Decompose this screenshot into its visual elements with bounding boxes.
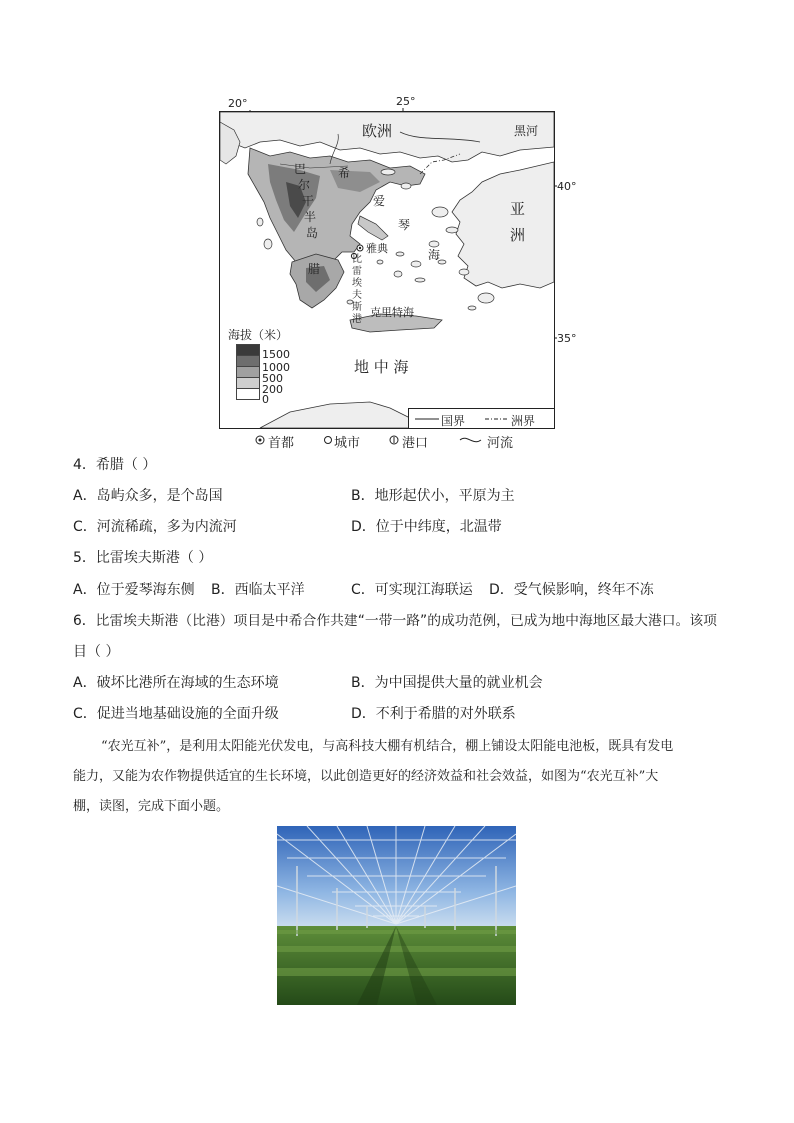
mediterranean-label: 地 中 海: [354, 358, 409, 376]
latitude-35-label: 35°: [557, 332, 577, 345]
question-4-option-c: C．河流稀疏，多为内流河: [73, 519, 237, 535]
greenhouse-photo: [277, 826, 516, 1005]
piraeus-char-6: 港: [352, 314, 362, 325]
national-boundary-label: 国界: [441, 414, 466, 428]
elevation-legend-title: 海拔（米）: [228, 328, 289, 342]
longitude-25-label: 25°: [396, 95, 416, 108]
asia-label-1: 亚: [510, 200, 526, 218]
piraeus-char-3: 埃: [352, 278, 362, 289]
question-6-option-b: B．为中国提供大量的就业机会: [351, 675, 543, 691]
question-6-option-a: A．破坏比港所在海域的生态环境: [73, 675, 279, 691]
aegean-label-2: 琴: [398, 218, 411, 232]
balkan-char-5: 岛: [306, 226, 319, 240]
question-5-option-a: A．位于爱琴海东侧: [73, 582, 195, 598]
europe-label: 欧洲: [362, 122, 393, 140]
piraeus-char-4: 夫: [352, 290, 362, 301]
greece-map: [219, 111, 555, 429]
aegean-label-3: 海: [428, 248, 441, 262]
piraeus-char-1: 比: [352, 254, 362, 265]
greece-label-2: 腊: [308, 262, 321, 276]
passage-line-2: 能力，又能为农作物提供适宜的生长环境，以此创造更好的经济效益和社会效益，如图为“农光互补”大: [73, 769, 659, 784]
asia-label-2: 洲: [510, 226, 526, 244]
passage-line-3: 棚，读图，完成下面小题。: [73, 799, 230, 814]
elevation-value: 0: [262, 393, 269, 406]
question-5-option-c: C．可实现江海联运: [351, 582, 473, 598]
river-legend-label: 河流: [487, 436, 514, 451]
question-5-option-d: D．受气候影响，终年不冻: [489, 582, 654, 598]
balkan-char-2: 尔: [298, 178, 311, 192]
port-legend-label: 港口: [402, 436, 429, 451]
passage-line-1: “农光互补”，是利用太阳能光伏发电，与高科技大棚有机结合，棚上铺设太阳能电池板，既具有发电: [101, 739, 674, 754]
elevation-value: 1500: [262, 348, 290, 361]
black-sea-label: 黑河: [514, 124, 539, 138]
piraeus-char-2: 雷: [352, 266, 362, 277]
aegean-label-1: 爱: [373, 194, 386, 208]
question-4-option-d: D．位于中纬度，北温带: [351, 519, 502, 535]
crete-sea-label: 克里特海: [370, 306, 414, 319]
question-4-stem: 4．希腊（ ）: [73, 457, 157, 473]
boundary-legend: [408, 408, 555, 429]
balkan-char-4: 半: [304, 210, 317, 224]
question-5-option-b: B．西临太平洋: [211, 582, 305, 598]
continental-boundary-label: 洲界: [511, 414, 536, 428]
greenhouse-illustration: [277, 826, 516, 1005]
latitude-40-label: 40°: [557, 180, 577, 193]
athens-label: 雅典: [366, 242, 388, 255]
symbol-legend: [255, 432, 555, 450]
question-6-stem-line2: 目（ ）: [73, 644, 120, 660]
elevation-value: 200: [262, 383, 283, 396]
question-4-option-b: B．地形起伏小，平原为主: [351, 488, 515, 504]
elevation-value: 1000: [262, 361, 290, 374]
question-4-option-a: A．岛屿众多，是个岛国: [73, 488, 223, 504]
question-5-stem: 5．比雷埃夫斯港（ ）: [73, 550, 213, 566]
elevation-swatch-0: [236, 388, 260, 400]
elevation-value: 500: [262, 372, 283, 385]
capital-legend-label: 首都: [268, 436, 295, 451]
piraeus-char-5: 斯: [352, 302, 362, 313]
balkan-char-3: 干: [302, 194, 315, 208]
city-legend-label: 城市: [334, 436, 361, 451]
question-6-stem-line1: 6．比雷埃夫斯港（比港）项目是中希合作共建“一带一路”的成功范例，已成为地中海地区最大港口。该项: [73, 613, 717, 629]
longitude-20-label: 20°: [228, 97, 248, 110]
question-6-option-d: D．不利于希腊的对外联系: [351, 706, 516, 722]
balkan-char-1: 巴: [294, 162, 307, 176]
question-6-option-c: C．促进当地基础设施的全面升级: [73, 706, 279, 722]
greece-label-1: 希: [338, 166, 351, 180]
